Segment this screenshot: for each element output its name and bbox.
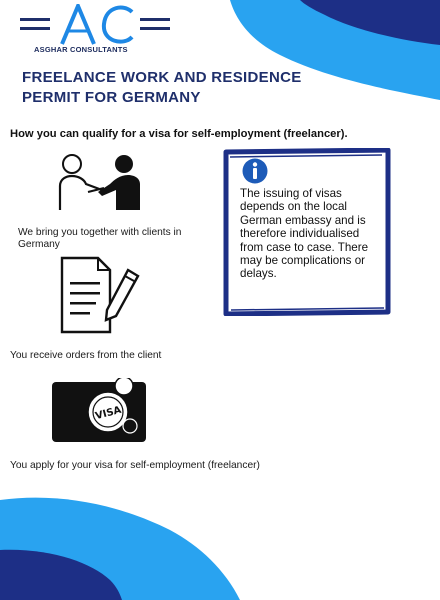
step-1-text: We bring you together with clients in Germany — [18, 227, 182, 250]
step-2-text: You receive orders from the client — [10, 350, 162, 361]
info-text: The issuing of visas depends on the local German embassy and is therefore individualised from case to case. There may be complications or delays. — [240, 187, 369, 281]
handshake-icon — [58, 152, 142, 212]
svg-text:VISA: VISA — [94, 404, 123, 423]
subheading: How you can qualify for a visa for self-employment (freelancer). — [10, 128, 348, 140]
title-line-1: FREELANCE WORK AND RESIDENCE — [22, 69, 302, 86]
title-line-2: PERMIT FOR GERMANY — [22, 89, 201, 106]
page-title — [22, 68, 322, 108]
contract-pen-icon — [58, 252, 140, 336]
visa-stamp-icon — [50, 378, 148, 444]
info-icon — [242, 158, 268, 184]
step-3-text: You apply for your visa for self-employment (freelancer) — [10, 460, 260, 471]
brand-name: ASGHAR CONSULTANTS — [34, 45, 128, 54]
